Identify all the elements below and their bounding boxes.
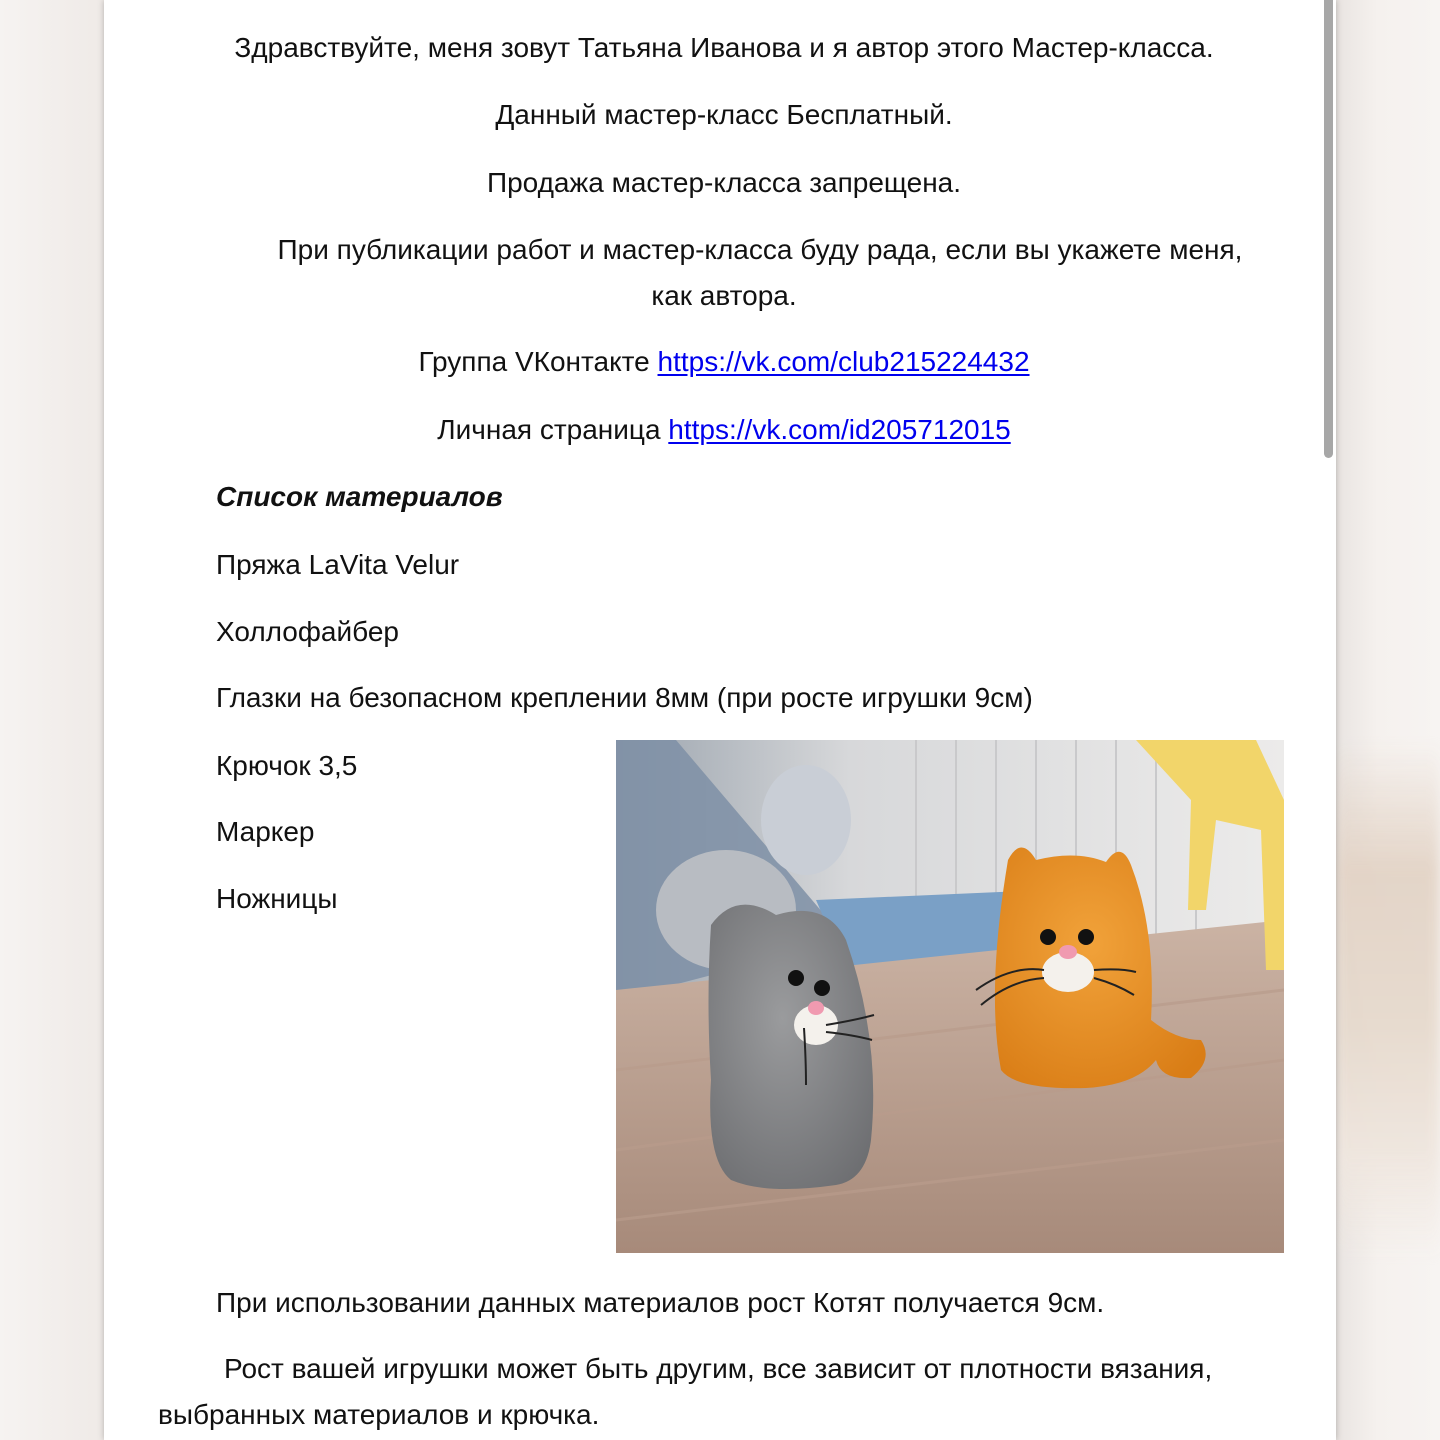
- materials-item: Глазки на безопасном креплении 8мм (при росте игрушки 9см): [216, 682, 1033, 713]
- vk-group-label: Группа VКонтакте: [418, 346, 650, 377]
- intro-greeting: Здравствуйте, меня зовут Татьяна Иванова и я автор этого Мастер-класса.: [234, 32, 1214, 63]
- background-right: [1336, 0, 1440, 1440]
- materials-item: Холлофайбер: [216, 616, 399, 647]
- vk-personal-link[interactable]: https://vk.com/id205712015: [668, 414, 1011, 445]
- intro-publish-line2: как автора.: [651, 280, 797, 311]
- intro-no-sale-notice: Продажа мастер-класса запрещена.: [486, 167, 962, 198]
- vk-group-link[interactable]: https://vk.com/club215224432: [657, 346, 1030, 377]
- materials-item: Ножницы: [216, 883, 338, 914]
- notes-variation-line1: Рост вашей игрушки может быть другим, все зависит от плотности вязания,: [224, 1353, 1213, 1384]
- vk-personal-line: [104, 413, 1344, 447]
- vk-personal-label: Личная страница: [437, 414, 661, 445]
- materials-item: Маркер: [216, 816, 315, 847]
- vertical-scrollbar[interactable]: [1320, 0, 1336, 1440]
- intro-publish-line1: При публикации работ и мастер-класса буду рада, если вы укажете меня,: [277, 234, 1243, 265]
- materials-item: Крючок 3,5: [216, 750, 358, 781]
- kittens-photo: [616, 740, 1284, 1253]
- vk-group-line: [104, 345, 1344, 379]
- scrollbar-thumb[interactable]: [1324, 0, 1333, 458]
- background-blur: [1336, 740, 1440, 1260]
- notes-variation-line2: выбранных материалов и крючка.: [158, 1399, 600, 1430]
- intro-free-notice: Данный мастер-класс Бесплатный.: [495, 99, 953, 130]
- materials-heading: Список материалов: [216, 481, 503, 512]
- notes-height: При использовании данных материалов рост Котят получается 9см.: [216, 1287, 1105, 1318]
- materials-item: Пряжа LaVita Velur: [216, 549, 460, 580]
- background-left: [0, 0, 104, 1440]
